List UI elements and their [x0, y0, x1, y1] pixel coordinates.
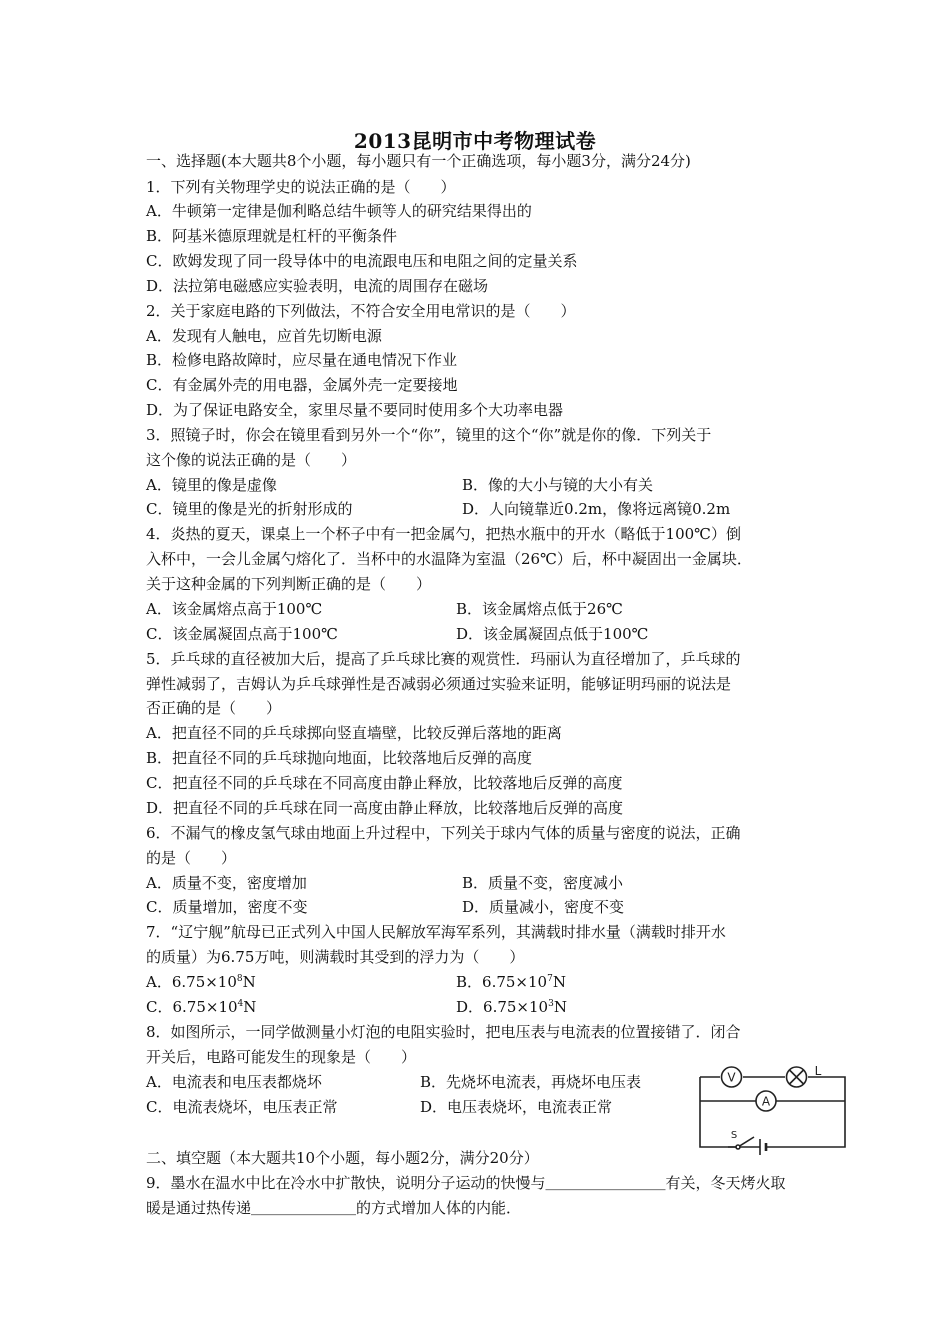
- switch-pivot: [736, 1145, 740, 1149]
- question-4-option-b: B．该金属熔点低于26℃: [456, 600, 623, 618]
- ammeter-label: A: [761, 1094, 771, 1109]
- option-a-base: A．6.75×10: [146, 973, 237, 991]
- question-5-stem-line3: 否正确的是（ ）: [146, 699, 282, 717]
- question-2-stem: 2．关于家庭电路的下列做法，不符合安全用电常识的是（ ）: [146, 302, 576, 320]
- question-4-option-d: D．该金属凝固点低于100℃: [456, 625, 649, 643]
- section-heading-2: 二、填空题（本大题共10个小题，每小题2分，满分20分）: [146, 1149, 539, 1167]
- question-3-option-c: C．镜里的像是光的折射形成的: [146, 500, 353, 518]
- option-b-base: B．6.75×10: [456, 973, 548, 991]
- lamp-cross: [790, 1070, 804, 1084]
- question-6-stem-line2: 的是（ ）: [146, 849, 237, 867]
- option-d-unit: N: [553, 998, 567, 1016]
- option-c-exponent: 4: [237, 999, 244, 1009]
- question-3-stem-line2: 这个像的说法正确的是（ ）: [146, 451, 357, 469]
- switch-label: S: [730, 1130, 738, 1141]
- option-a-unit: N: [242, 973, 256, 991]
- voltmeter-label: V: [727, 1070, 736, 1085]
- question-5-stem-line1: 5．乒乓球的直径被加大后，提高了乒乓球比赛的观赏性．玛丽认为直径增加了，乒乓球的: [146, 650, 741, 668]
- question-4-stem-line3: 关于这种金属的下列判断正确的是（ ）: [146, 575, 432, 593]
- question-6-option-a: A．质量不变，密度增加: [146, 874, 307, 892]
- question-7-option-a: [146, 972, 256, 992]
- question-5-option-d: D．把直径不同的乒乓球在同一高度由静止释放，比较落地后反弹的高度: [146, 799, 624, 817]
- question-3-option-d: D．人向镜靠近0.2m，像将远离镜0.2m: [462, 500, 731, 518]
- question-8-option-a: A．电流表和电压表都烧坏: [146, 1073, 322, 1091]
- question-8-option-d: D．电压表烧坏，电流表正常: [420, 1098, 613, 1116]
- question-7-option-d: [456, 997, 567, 1017]
- question-1-option-a: A．牛顿第一定律是伽利略总结牛顿等人的研究结果得出的: [146, 202, 532, 220]
- question-1-option-b: B．阿基米德原理就是杠杆的平衡条件: [146, 227, 398, 245]
- question-1-option-d: D．法拉第电磁感应实验表明，电流的周围存在磁场: [146, 277, 489, 295]
- question-4-stem-line2: 入杯中，一会儿金属勺熔化了．当杯中的水温降为室温（26℃）后，杯中凝固出一金属块．: [146, 550, 752, 568]
- question-4-option-c: C．该金属凝固点高于100℃: [146, 625, 338, 643]
- question-2-option-d: D．为了保证电路安全，家里尽量不要同时使用多个大功率电器: [146, 401, 564, 419]
- option-c-unit: N: [243, 998, 257, 1016]
- option-d-base: D．6.75×10: [456, 998, 549, 1016]
- question-2-option-b: B．检修电路故障时，应尽量在通电情况下作业: [146, 351, 458, 369]
- option-c-base: C．6.75×10: [146, 998, 238, 1016]
- question-6-stem-line1: 6．不漏气的橡皮氢气球由地面上升过程中，下列关于球内气体的质量与密度的说法，正确: [146, 824, 741, 842]
- circuit-wires: [700, 1077, 845, 1147]
- question-5-stem-line2: 弹性减弱了，吉姆认为乒乓球弹性是否减弱必须通过实验来证明，能够证明玛丽的说法是: [146, 675, 732, 693]
- question-3-option-b: B．像的大小与镜的大小有关: [462, 476, 654, 494]
- question-1-stem: 1．下列有关物理学史的说法正确的是（ ）: [146, 178, 456, 196]
- question-8-option-b: B．先烧坏电流表，再烧坏电压表: [420, 1073, 642, 1091]
- question-7-stem-line2: 的质量）为6.75万吨，则满载时其受到的浮力为（ ）: [146, 948, 525, 966]
- question-6-option-b: B．质量不变，密度减小: [462, 874, 624, 892]
- option-d-exponent: 3: [548, 999, 554, 1009]
- question-7-option-c: [146, 997, 256, 1017]
- question-3-stem-line1: 3．照镜子时，你会在镜里看到另外一个“你”，镜里的这个“你”就是你的像．下列关于: [146, 426, 712, 444]
- question-7-stem-line1: 7．“辽宁舰”航母已正式列入中国人民解放军海军系列，其满载时排水量（满载时排开水: [146, 923, 726, 941]
- question-5-option-b: B．把直径不同的乒乓球抛向地面，比较落地后反弹的高度: [146, 749, 533, 767]
- question-7-option-b: [456, 972, 566, 992]
- question-4-stem-line1: 4．炎热的夏天，课桌上一个杯子中有一把金属勺，把热水瓶中的开水（略低于100℃）倒: [146, 525, 741, 543]
- question-5-option-a: A．把直径不同的乒乓球掷向竖直墙壁，比较反弹后落地的距离: [146, 724, 562, 742]
- circuit-diagram: [690, 1065, 855, 1160]
- lamp-label: L: [814, 1065, 822, 1078]
- section-heading: 一、选择题(本大题共8个小题，每小题只有一个正确选项，每小题3分，满分24分): [146, 152, 691, 170]
- option-b-exponent: 7: [547, 974, 553, 984]
- question-4-option-a: A．该金属熔点高于100℃: [146, 600, 323, 618]
- question-2-option-c: C．有金属外壳的用电器，金属外壳一定要接地: [146, 376, 458, 394]
- question-8-stem-line1: 8．如图所示，一同学做测量小灯泡的电阻实验时，把电压表与电流表的位置接错了．闭合: [146, 1023, 741, 1041]
- option-b-unit: N: [552, 973, 566, 991]
- option-a-exponent: 8: [236, 974, 243, 984]
- question-6-option-c: C．质量增加，密度不变: [146, 898, 308, 916]
- question-2-option-a: A．发现有人触电，应首先切断电源: [146, 327, 382, 345]
- question-1-option-c: C．欧姆发现了同一段导体中的电流跟电压和电阻之间的定量关系: [146, 252, 578, 270]
- question-8-option-c: C．电流表烧坏，电压表正常: [146, 1098, 338, 1116]
- question-9-line1: 9．墨水在温水中比在冷水中扩散快，说明分子运动的快慢与＿＿＿＿＿＿＿＿有关，冬天烤火取: [146, 1174, 786, 1192]
- question-9-line2: 暖是通过热传递＿＿＿＿＿＿＿的方式增加人体的内能．: [146, 1199, 522, 1217]
- question-8-stem-line2: 开关后，电路可能发生的现象是（ ）: [146, 1048, 417, 1066]
- question-3-option-a: A．镜里的像是虚像: [146, 476, 277, 494]
- page-title: 2013昆明市中考物理试卷: [353, 129, 597, 153]
- question-6-option-d: D．质量减小，密度不变: [462, 898, 625, 916]
- question-5-option-c: C．把直径不同的乒乓球在不同高度由静止释放，比较落地后反弹的高度: [146, 774, 623, 792]
